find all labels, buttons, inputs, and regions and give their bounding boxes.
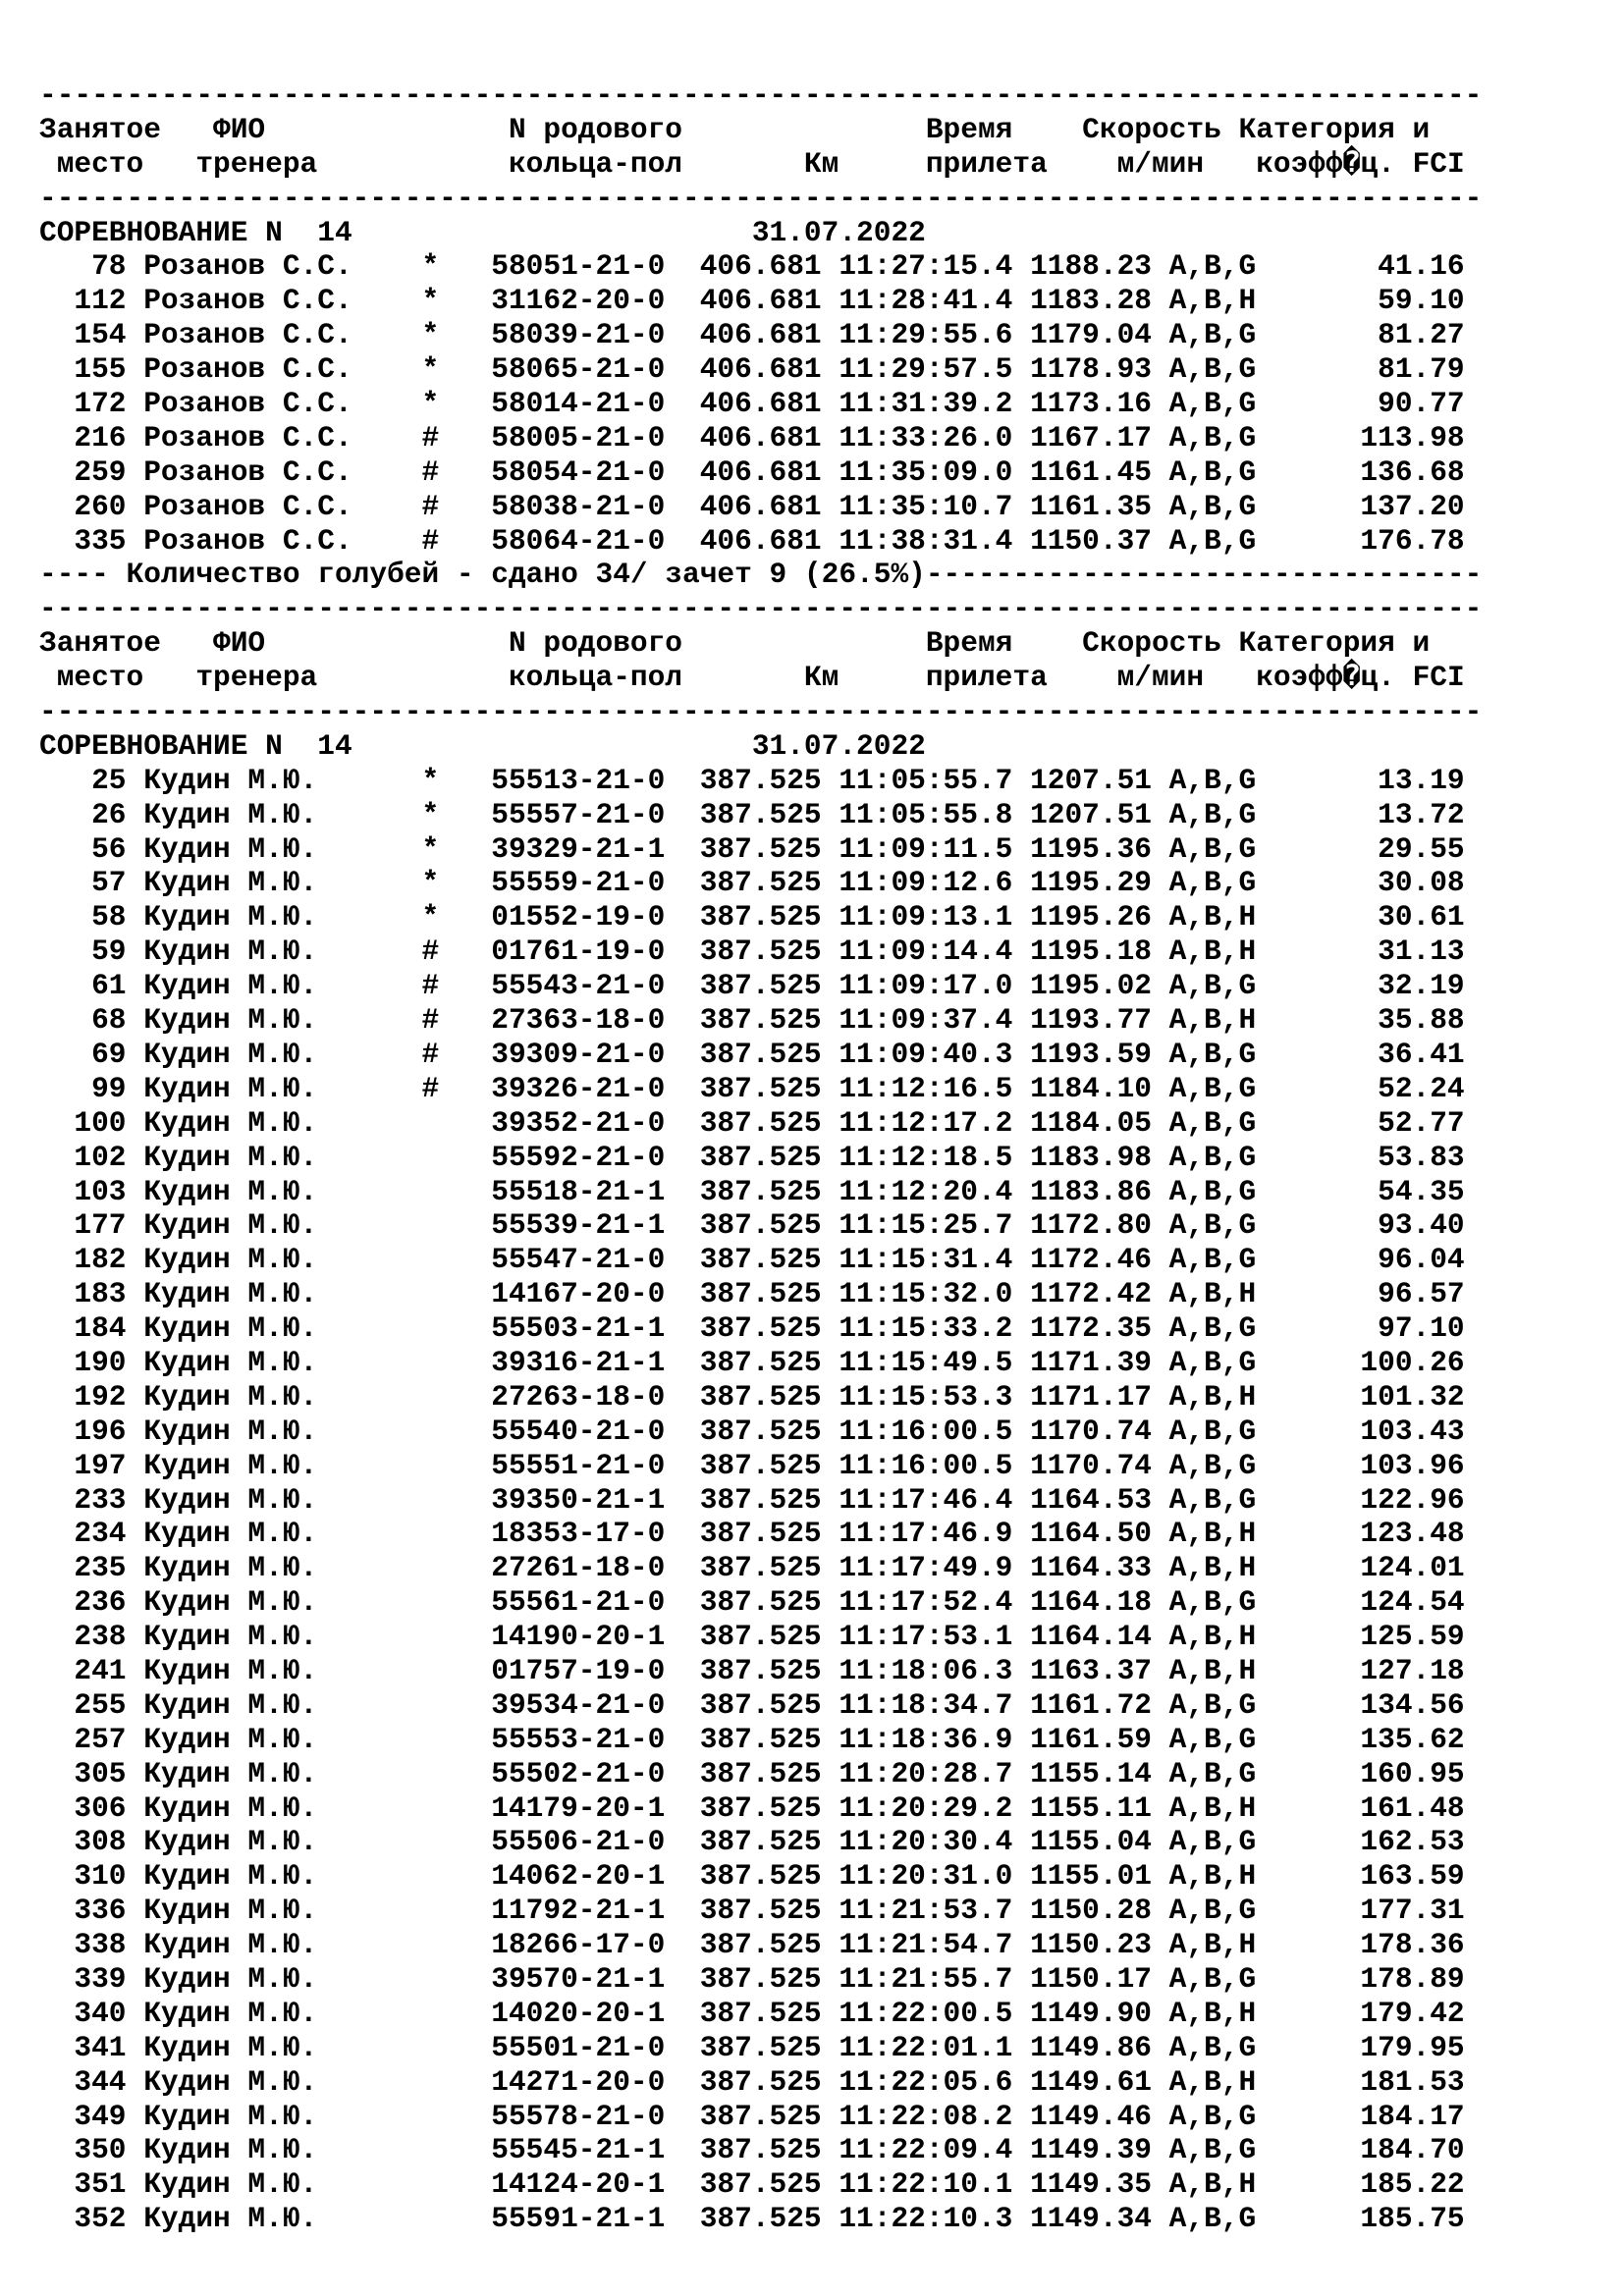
table-row: 58 Кудин М.Ю. * 01552-19-0 387.525 11:09:13.1 1195.26 A,B,H 30.61: [39, 900, 1465, 934]
table-row: 69 Кудин М.Ю. # 39309-21-0 387.525 11:09:40.3 1193.59 A,B,G 36.41: [39, 1037, 1465, 1071]
header-line: Занятое ФИО N родового Время Скорость Категория и: [39, 626, 1431, 661]
competition-title: СОРЕВНОВАНИЕ N 14 31.07.2022: [39, 728, 926, 763]
table-row: 68 Кудин М.Ю. # 27363-18-0 387.525 11:09:37.4 1193.77 A,B,H 35.88: [39, 1003, 1465, 1038]
rule-line: -----------------------------------------------------------------------------------: [39, 181, 1483, 215]
results-sheet: [39, 79, 1482, 2236]
table-row: 336 Кудин М.Ю. 11792-21-1 387.525 11:21:53.7 1150.28 A,B,G 177.31: [39, 1894, 1465, 1928]
header-line: место тренера кольца-пол Км прилета м/мин коэфф�ц. FCI: [39, 661, 1465, 695]
table-row: 339 Кудин М.Ю. 39570-21-1 387.525 11:21:55.7 1150.17 A,B,G 178.89: [39, 1961, 1465, 1996]
table-row: 308 Кудин М.Ю. 55506-21-0 387.525 11:20:30.4 1155.04 A,B,G 162.53: [39, 1825, 1465, 1859]
table-row: 260 Розанов С.С. # 58038-21-0 406.681 11:35:10.7 1161.35 A,B,G 137.20: [39, 489, 1465, 523]
table-row: 57 Кудин М.Ю. * 55559-21-0 387.525 11:09:12.6 1195.29 A,B,G 30.08: [39, 866, 1465, 900]
table-row: 154 Розанов С.С. * 58039-21-0 406.681 11:29:55.6 1179.04 A,B,G 81.27: [39, 318, 1465, 352]
table-row: 235 Кудин М.Ю. 27261-18-0 387.525 11:17:49.9 1164.33 A,B,H 124.01: [39, 1551, 1465, 1585]
table-row: 172 Розанов С.С. * 58014-21-0 406.681 11:31:39.2 1173.16 A,B,G 90.77: [39, 387, 1465, 421]
table-row: 344 Кудин М.Ю. 14271-20-0 387.525 11:22:05.6 1149.61 A,B,H 181.53: [39, 2064, 1465, 2099]
table-row: 59 Кудин М.Ю. # 01761-19-0 387.525 11:09:14.4 1195.18 A,B,H 31.13: [39, 934, 1465, 969]
rule-line: -----------------------------------------------------------------------------------: [39, 79, 1483, 112]
rule-line: -----------------------------------------------------------------------------------: [39, 695, 1483, 729]
header-line: место тренера кольца-пол Км прилета м/мин коэфф�ц. FCI: [39, 146, 1465, 181]
table-row: 78 Розанов С.С. * 58051-21-0 406.681 11:27:15.4 1188.23 A,B,G 41.16: [39, 249, 1465, 284]
table-row: 196 Кудин М.Ю. 55540-21-0 387.525 11:16:00.5 1170.74 A,B,G 103.43: [39, 1414, 1465, 1448]
table-row: 255 Кудин М.Ю. 39534-21-0 387.525 11:18:34.7 1161.72 A,B,G 134.56: [39, 1687, 1465, 1722]
table-row: 233 Кудин М.Ю. 39350-21-1 387.525 11:17:46.4 1164.53 A,B,G 122.96: [39, 1482, 1465, 1517]
table-row: 341 Кудин М.Ю. 55501-21-0 387.525 11:22:01.1 1149.86 A,B,G 179.95: [39, 2030, 1465, 2064]
table-row: 190 Кудин М.Ю. 39316-21-1 387.525 11:15:49.5 1171.39 A,B,G 100.26: [39, 1345, 1465, 1379]
table-row: 352 Кудин М.Ю. 55591-21-1 387.525 11:22:10.3 1149.34 A,B,G 185.75: [39, 2202, 1465, 2236]
table-row: 350 Кудин М.Ю. 55545-21-1 387.525 11:22:09.4 1149.39 A,B,G 184.70: [39, 2133, 1465, 2167]
table-row: 177 Кудин М.Ю. 55539-21-1 387.525 11:15:25.7 1172.80 A,B,G 93.40: [39, 1208, 1465, 1243]
table-row: 112 Розанов С.С. * 31162-20-0 406.681 11:28:41.4 1183.28 A,B,H 59.10: [39, 284, 1465, 318]
table-row: 349 Кудин М.Ю. 55578-21-0 387.525 11:22:08.2 1149.46 A,B,G 184.17: [39, 2099, 1465, 2133]
table-row: 259 Розанов С.С. # 58054-21-0 406.681 11:35:09.0 1161.45 A,B,G 136.68: [39, 454, 1465, 489]
table-row: 99 Кудин М.Ю. # 39326-21-0 387.525 11:12:16.5 1184.10 A,B,G 52.24: [39, 1071, 1465, 1105]
table-row: 340 Кудин М.Ю. 14020-20-1 387.525 11:22:00.5 1149.90 A,B,H 179.42: [39, 1996, 1465, 2030]
table-row: 197 Кудин М.Ю. 55551-21-0 387.525 11:16:00.5 1170.74 A,B,G 103.96: [39, 1448, 1465, 1482]
table-row: 100 Кудин М.Ю. 39352-21-0 387.525 11:12:17.2 1184.05 A,B,G 52.77: [39, 1105, 1465, 1140]
table-row: 155 Розанов С.С. * 58065-21-0 406.681 11:29:57.5 1178.93 A,B,G 81.79: [39, 352, 1465, 387]
table-row: 26 Кудин М.Ю. * 55557-21-0 387.525 11:05:55.8 1207.51 A,B,G 13.72: [39, 797, 1465, 831]
table-row: 306 Кудин М.Ю. 14179-20-1 387.525 11:20:29.2 1155.11 A,B,H 161.48: [39, 1790, 1465, 1825]
table-row: 335 Розанов С.С. # 58064-21-0 406.681 11:38:31.4 1150.37 A,B,G 176.78: [39, 523, 1465, 558]
table-row: 102 Кудин М.Ю. 55592-21-0 387.525 11:12:18.5 1183.98 A,B,G 53.83: [39, 1140, 1465, 1174]
table-row: 338 Кудин М.Ю. 18266-17-0 387.525 11:21:54.7 1150.23 A,B,H 178.36: [39, 1928, 1465, 1962]
table-row: 25 Кудин М.Ю. * 55513-21-0 387.525 11:05:55.7 1207.51 A,B,G 13.19: [39, 763, 1465, 797]
table-row: 305 Кудин М.Ю. 55502-21-0 387.525 11:20:28.7 1155.14 A,B,G 160.95: [39, 1756, 1465, 1790]
table-row: 61 Кудин М.Ю. # 55543-21-0 387.525 11:09:17.0 1195.02 A,B,G 32.19: [39, 969, 1465, 1003]
table-row: 234 Кудин М.Ю. 18353-17-0 387.525 11:17:46.9 1164.50 A,B,H 123.48: [39, 1517, 1465, 1551]
table-row: 182 Кудин М.Ю. 55547-21-0 387.525 11:15:31.4 1172.46 A,B,G 96.04: [39, 1243, 1465, 1277]
competition-title: СОРЕВНОВАНИЕ N 14 31.07.2022: [39, 215, 926, 249]
table-row: 192 Кудин М.Ю. 27263-18-0 387.525 11:15:53.3 1171.17 A,B,H 101.32: [39, 1379, 1465, 1414]
table-row: 103 Кудин М.Ю. 55518-21-1 387.525 11:12:20.4 1183.86 A,B,G 54.35: [39, 1174, 1465, 1208]
table-row: 183 Кудин М.Ю. 14167-20-0 387.525 11:15:32.0 1172.42 A,B,H 96.57: [39, 1277, 1465, 1311]
table-row: 241 Кудин М.Ю. 01757-19-0 387.525 11:18:06.3 1163.37 A,B,H 127.18: [39, 1653, 1465, 1687]
table-row: 257 Кудин М.Ю. 55553-21-0 387.525 11:18:36.9 1161.59 A,B,G 135.62: [39, 1722, 1465, 1756]
header-line: Занятое ФИО N родового Время Скорость Категория и: [39, 112, 1431, 146]
table-row: 351 Кудин М.Ю. 14124-20-1 387.525 11:22:10.1 1149.35 A,B,H 185.22: [39, 2167, 1465, 2202]
summary-line: ---- Количество голубей - сдано 34/ зачет 9 (26.5%)--------------------------------: [39, 558, 1483, 592]
table-row: 236 Кудин М.Ю. 55561-21-0 387.525 11:17:52.4 1164.18 A,B,G 124.54: [39, 1585, 1465, 1620]
rule-line: -----------------------------------------------------------------------------------: [39, 592, 1483, 626]
table-row: 238 Кудин М.Ю. 14190-20-1 387.525 11:17:53.1 1164.14 A,B,H 125.59: [39, 1620, 1465, 1654]
table-row: 216 Розанов С.С. # 58005-21-0 406.681 11:33:26.0 1167.17 A,B,G 113.98: [39, 420, 1465, 454]
table-row: 184 Кудин М.Ю. 55503-21-1 387.525 11:15:33.2 1172.35 A,B,G 97.10: [39, 1311, 1465, 1346]
table-row: 310 Кудин М.Ю. 14062-20-1 387.525 11:20:31.0 1155.01 A,B,H 163.59: [39, 1859, 1465, 1894]
table-row: 56 Кудин М.Ю. * 39329-21-1 387.525 11:09:11.5 1195.36 A,B,G 29.55: [39, 831, 1465, 866]
